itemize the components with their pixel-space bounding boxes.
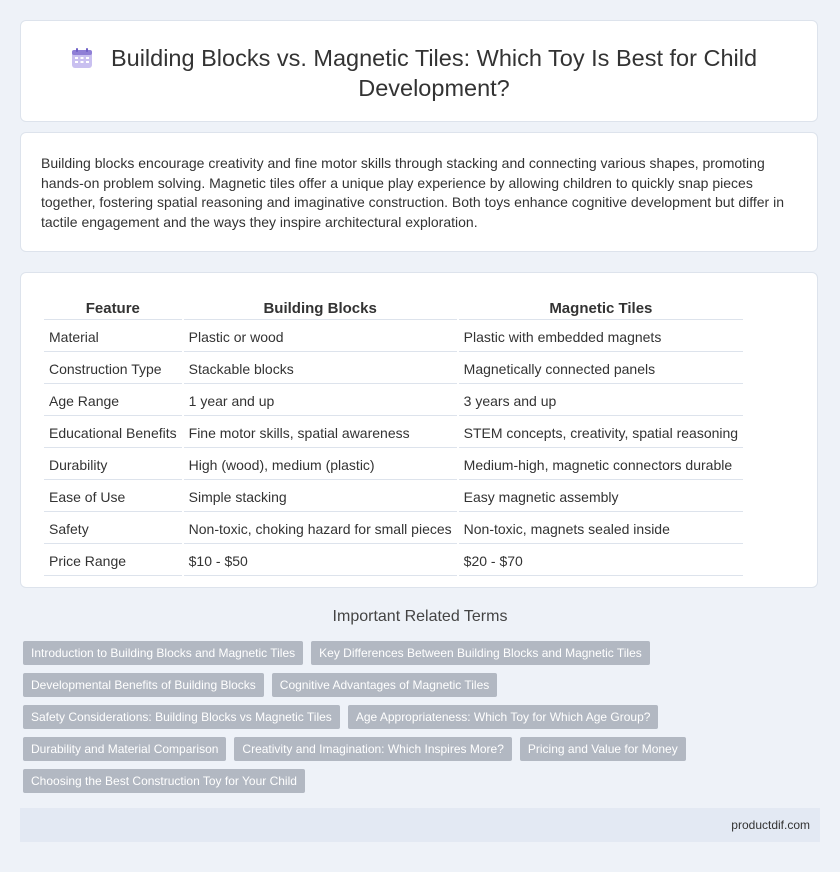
table-row — [44, 482, 743, 512]
related-term-tag[interactable]: Developmental Benefits of Building Blocks — [23, 673, 264, 697]
comparison-card — [20, 272, 818, 588]
intro-card — [20, 132, 818, 252]
table-row — [44, 322, 743, 352]
feature-cell: Material — [44, 322, 182, 352]
magnetic-tiles-cell: STEM concepts, creativity, spatial reasoning — [459, 418, 743, 448]
related-term-tag[interactable]: Pricing and Value for Money — [520, 737, 686, 761]
building-blocks-cell: Non-toxic, choking hazard for small pieces — [184, 514, 457, 544]
footer — [20, 808, 820, 842]
header-card — [20, 20, 818, 122]
magnetic-tiles-cell: Medium-high, magnetic connectors durable — [459, 450, 743, 480]
related-term-tag[interactable]: Choosing the Best Construction Toy for Your Child — [23, 769, 305, 793]
table-row — [44, 546, 743, 576]
magnetic-tiles-cell: Plastic with embedded magnets — [459, 322, 743, 352]
related-term-tag[interactable]: Cognitive Advantages of Magnetic Tiles — [272, 673, 497, 697]
magnetic-tiles-cell: $20 - $70 — [459, 546, 743, 576]
table-header-row — [44, 297, 743, 320]
building-blocks-cell: 1 year and up — [184, 386, 457, 416]
related-terms-list — [23, 641, 703, 793]
magnetic-tiles-cell: Non-toxic, magnets sealed inside — [459, 514, 743, 544]
feature-cell: Safety — [44, 514, 182, 544]
footer-site-link[interactable]: productdif.com — [731, 818, 810, 832]
building-blocks-cell: Plastic or wood — [184, 322, 457, 352]
building-blocks-cell: High (wood), medium (plastic) — [184, 450, 457, 480]
feature-cell: Ease of Use — [44, 482, 182, 512]
table-row — [44, 354, 743, 384]
building-blocks-cell: $10 - $50 — [184, 546, 457, 576]
magnetic-tiles-cell: 3 years and up — [459, 386, 743, 416]
feature-cell: Construction Type — [44, 354, 182, 384]
page-title: Building Blocks vs. Magnetic Tiles: Which Toy Is Best for Child Development? — [110, 45, 758, 101]
related-term-tag[interactable]: Key Differences Between Building Blocks and Magnetic Tiles — [311, 641, 650, 665]
header-feature: Feature — [44, 297, 182, 320]
table-row — [44, 386, 743, 416]
building-blocks-cell: Simple stacking — [184, 482, 457, 512]
feature-cell: Educational Benefits — [44, 418, 182, 448]
related-term-tag[interactable]: Introduction to Building Blocks and Magnetic Tiles — [23, 641, 303, 665]
building-blocks-cell: Stackable blocks — [184, 354, 457, 384]
related-term-tag[interactable]: Age Appropriateness: Which Toy for Which Age Group? — [348, 705, 659, 729]
header-magnetic-tiles: Magnetic Tiles — [459, 297, 743, 320]
table-row — [44, 450, 743, 480]
related-term-tag[interactable]: Creativity and Imagination: Which Inspires More? — [234, 737, 511, 761]
feature-cell: Price Range — [44, 546, 182, 576]
intro-paragraph: Building blocks encourage creativity and fine motor skills through stacking and connecting various shapes, promoting hands-on problem solving. Magnetic tiles offer a unique play experience by allowing children to quickly snap pieces together, fostering spatial reasoning and imaginative construction. Both toys enhance cognitive development but differ in tactile engagement and the ways they inspire architectural exploration. — [41, 155, 784, 230]
related-terms-title: Important Related Terms — [332, 608, 508, 625]
building-blocks-cell: Fine motor skills, spatial awareness — [184, 418, 457, 448]
feature-cell: Age Range — [44, 386, 182, 416]
comparison-table — [42, 295, 745, 578]
feature-cell: Durability — [44, 450, 182, 480]
table-row — [44, 418, 743, 448]
magnetic-tiles-cell: Easy magnetic assembly — [459, 482, 743, 512]
related-term-tag[interactable]: Durability and Material Comparison — [23, 737, 226, 761]
header-building-blocks: Building Blocks — [184, 297, 457, 320]
related-term-tag[interactable]: Safety Considerations: Building Blocks vs Magnetic Tiles — [23, 705, 340, 729]
table-row — [44, 514, 743, 544]
magnetic-tiles-cell: Magnetically connected panels — [459, 354, 743, 384]
